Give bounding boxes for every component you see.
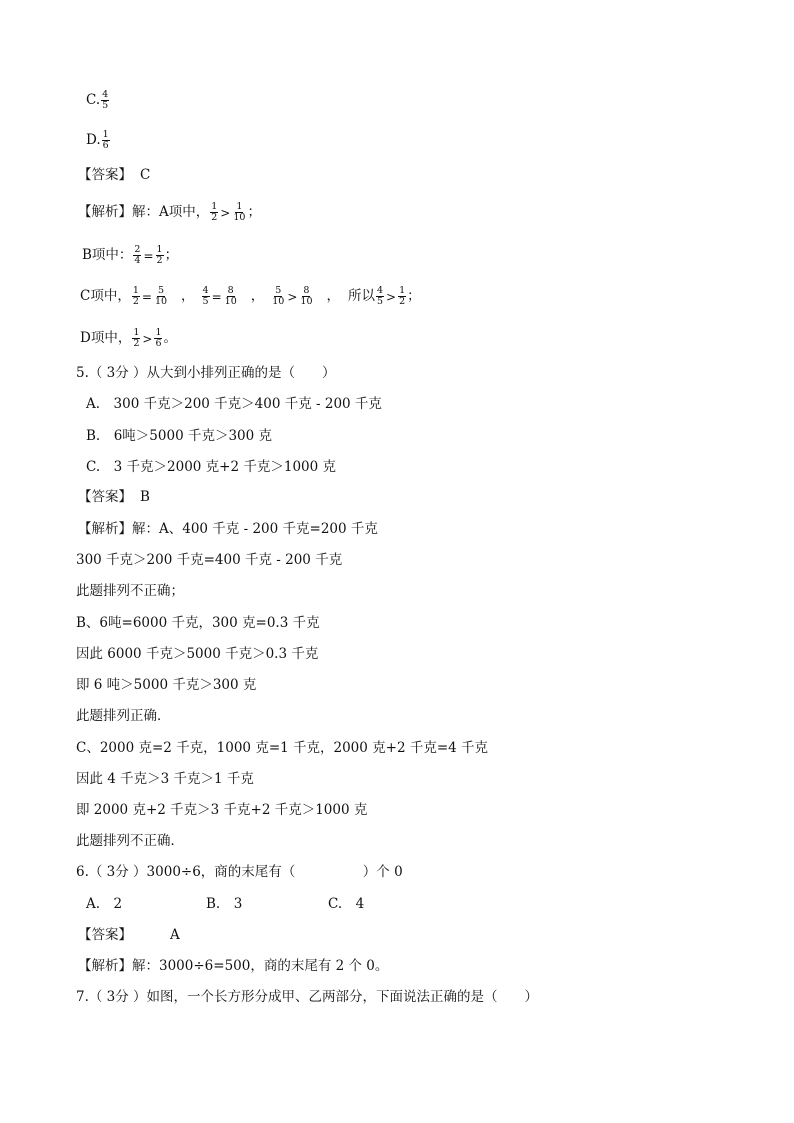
numerator: 5 <box>157 285 165 296</box>
analysis-text: 所以 <box>348 288 375 304</box>
compare-symbol: = <box>143 248 154 263</box>
q4-option-d <box>86 130 111 151</box>
fraction <box>156 245 164 266</box>
punctuation: 。 <box>163 330 177 346</box>
numerator: 1 <box>133 327 140 338</box>
analysis-line: C、2000 克=2 千克，1000 克=1 千克，2000 克+2 千克=4 千克 <box>76 740 489 756</box>
option-label: C. <box>86 92 101 108</box>
q6-stem: 6.（ 3分 ）3000÷6，商的末尾有（ ）个 0 <box>76 864 403 880</box>
analysis-tag: 【解析】 <box>78 958 132 974</box>
punctuation: ， <box>181 288 195 304</box>
denominator: 4 <box>134 255 141 266</box>
answer-tag: 【答案】 <box>78 927 132 943</box>
fraction <box>232 202 246 223</box>
punctuation: ； <box>247 204 261 220</box>
analysis-tag: 【解析】 <box>78 204 132 220</box>
numerator: 5 <box>275 285 282 296</box>
answer-value: B <box>140 489 150 505</box>
fraction <box>299 286 313 307</box>
punctuation: ； <box>164 247 179 263</box>
q7-stem: 7.（ 3分 ）如图，一个长方形分成甲、乙两部分，下面说法正确的是（ ） <box>76 989 539 1005</box>
denominator: 10 <box>233 212 246 223</box>
q4-analysis-b <box>82 245 178 266</box>
analysis-line: 因此 6000 千克＞5000 千克＞0.3 千克 <box>76 646 319 662</box>
answer-value: C <box>140 167 151 183</box>
numerator: 1 <box>132 285 139 296</box>
q5-option-a: A. 300 千克＞200 千克＞400 千克 - 200 千克 <box>86 396 382 412</box>
analysis-line: 因此 4 千克＞3 千克＞1 千克 <box>76 771 254 787</box>
punctuation: ， <box>250 288 265 304</box>
compare-symbol: > <box>386 289 397 304</box>
numerator: 1 <box>399 285 406 296</box>
numerator: 4 <box>202 285 209 296</box>
compare-symbol: > <box>220 205 231 220</box>
analysis-line: 此题排列不正确． <box>76 833 184 849</box>
numerator: 1 <box>155 327 162 338</box>
analysis-text: C项中， <box>80 288 131 304</box>
analysis-text: 解：A项中， <box>132 204 210 220</box>
denominator: 5 <box>377 296 384 307</box>
fraction <box>376 286 384 307</box>
analysis-line: 此题排列不正确； <box>76 583 184 599</box>
fraction <box>154 286 168 307</box>
fraction <box>154 328 162 349</box>
denominator: 10 <box>272 296 285 307</box>
fraction <box>132 328 140 349</box>
fraction <box>132 286 140 307</box>
analysis-line: 此题排列正确． <box>76 708 171 724</box>
numerator: 4 <box>377 285 384 296</box>
denominator: 5 <box>202 296 209 307</box>
punctuation: ； <box>407 288 421 304</box>
analysis-text: 解：3000÷6=500，商的末尾有 2 个 0。 <box>132 958 389 974</box>
compare-symbol: > <box>287 289 298 304</box>
q6-option-a: A. 2 <box>86 896 123 912</box>
numerator: 4 <box>102 89 109 100</box>
denominator: 5 <box>102 100 109 111</box>
q5-answer <box>78 488 150 506</box>
analysis-text: 解：A、400 千克 - 200 千克=200 千克 <box>132 521 378 537</box>
option-label: D. <box>86 132 101 148</box>
q4-analysis-a <box>78 202 261 223</box>
denominator: 10 <box>300 296 313 307</box>
denominator: 6 <box>155 338 162 349</box>
denominator: 2 <box>133 338 140 349</box>
q4-analysis-c <box>80 286 421 307</box>
analysis-text: B项中： <box>82 247 133 263</box>
denominator: 10 <box>224 296 237 307</box>
denominator: 6 <box>102 140 109 151</box>
analysis-text: D项中， <box>80 330 132 346</box>
q6-answer <box>78 926 180 944</box>
numerator: 1 <box>211 201 218 212</box>
denominator: 2 <box>132 296 139 307</box>
analysis-line: 即 2000 克+2 千克＞3 千克+2 千克＞1000 克 <box>76 802 368 818</box>
analysis-line: B、6吨=6000 千克，300 克=0.3 千克 <box>76 615 320 631</box>
answer-tag: 【答案】 <box>78 167 132 183</box>
numerator: 1 <box>156 244 163 255</box>
denominator: 10 <box>154 296 168 307</box>
q6-option-b: B. 3 <box>206 896 243 912</box>
q5-stem: 5.（ 3分 ）从大到小排列正确的是（ ） <box>76 365 336 381</box>
fraction <box>271 286 285 307</box>
numerator: 1 <box>236 201 243 212</box>
compare-symbol: = <box>141 289 152 304</box>
fraction <box>102 130 110 151</box>
denominator: 2 <box>156 255 163 266</box>
q5-option-c: C. 3 千克＞2000 克+2 千克＞1000 克 <box>86 459 337 475</box>
fraction <box>224 286 238 307</box>
analysis-line: 300 千克＞200 千克=400 千克 - 200 千克 <box>76 552 343 568</box>
denominator: 2 <box>211 212 218 223</box>
q5-option-b: B. 6吨＞5000 千克＞300 克 <box>86 428 273 444</box>
fraction <box>101 90 109 111</box>
q6-analysis <box>78 957 388 975</box>
q5-analysis-first <box>78 520 378 538</box>
q4-analysis-d <box>80 328 177 349</box>
compare-symbol: > <box>142 331 153 346</box>
fraction <box>133 245 141 266</box>
fraction <box>398 286 406 307</box>
numerator: 8 <box>303 285 310 296</box>
numerator: 1 <box>102 129 109 140</box>
numerator: 8 <box>227 285 234 296</box>
fraction <box>202 286 210 307</box>
denominator: 2 <box>399 296 406 307</box>
q4-answer <box>78 166 150 184</box>
numerator: 2 <box>134 244 141 255</box>
answer-tag: 【答案】 <box>78 489 132 505</box>
analysis-line: 即 6 吨＞5000 千克＞300 克 <box>76 677 257 693</box>
punctuation: ， <box>326 288 340 304</box>
q4-option-c <box>86 90 110 111</box>
compare-symbol: = <box>211 289 222 304</box>
fraction <box>210 202 218 223</box>
analysis-tag: 【解析】 <box>78 521 132 537</box>
answer-value: A <box>170 927 180 943</box>
q6-option-c: C. 4 <box>328 896 365 912</box>
